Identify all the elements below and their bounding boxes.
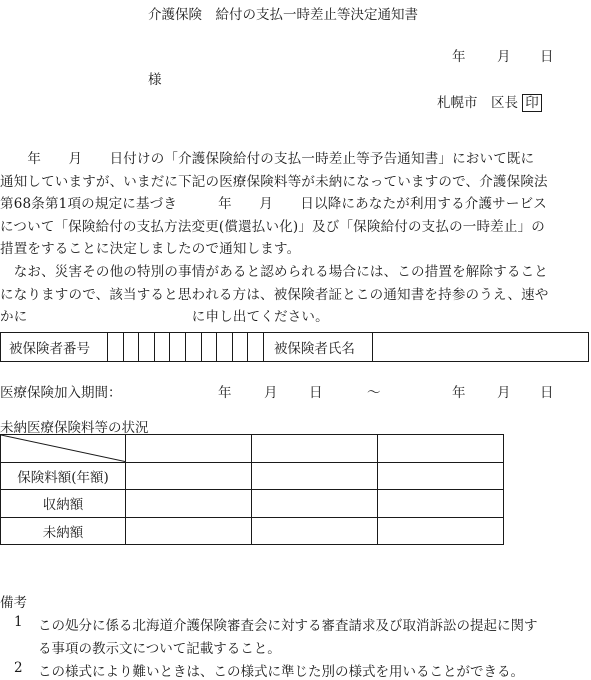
insured-number-digit-box[interactable] (155, 333, 171, 361)
period-end-day: 日 (540, 385, 554, 401)
table-cell[interactable] (126, 490, 252, 518)
insured-number-digit-box[interactable] (170, 333, 186, 361)
insured-number-digit-box[interactable] (124, 333, 140, 361)
body-line: 第68条第1項の規定に基づき 年 月 日以降にあなたが利用する介護サービス (0, 196, 547, 213)
insured-number-digit-box[interactable] (139, 333, 155, 361)
table-cell[interactable] (126, 462, 252, 490)
period-end-month: 月 (497, 385, 511, 401)
table-cell[interactable] (378, 490, 504, 518)
diagonal-header-cell (1, 435, 126, 463)
table-cell[interactable] (252, 435, 378, 463)
date-month-label: 月 (497, 49, 511, 65)
date-day-label: 日 (540, 49, 554, 65)
table-cell[interactable] (252, 490, 378, 518)
period-start-day: 日 (309, 385, 323, 401)
note-text: る事項の教示文について記載すること。 (38, 641, 281, 657)
body-line: なお、災害その他の特別の事情があると認められる場合には、この措置を解除すること (0, 263, 548, 280)
period-tilde: ～ (367, 385, 381, 401)
row-header-premium: 保険料額(年額) (1, 462, 126, 490)
document-title: 介護保険 給付の支払一時差止等決定通知書 (148, 7, 418, 23)
note-number: 1 (14, 614, 23, 630)
table-row (1, 490, 504, 518)
note-number: 2 (14, 660, 23, 676)
table-cell[interactable] (378, 435, 504, 463)
insured-number-digit-box[interactable] (202, 333, 218, 361)
notes-title: 備考 (0, 595, 27, 611)
insured-number-digit-box[interactable] (248, 333, 264, 361)
issuer-block (437, 91, 542, 112)
body-line: について「保険給付の支払方法変更(償還払い化)」及び「保険給付の支払の一時差止」の (0, 218, 545, 235)
insured-info-table (0, 332, 589, 362)
table-row (1, 462, 504, 490)
unpaid-status-label: 未納医療保険料等の状況 (0, 420, 149, 436)
table-cell[interactable] (252, 462, 378, 490)
insured-number-digit-box[interactable] (217, 333, 233, 361)
row-header-collected: 収納額 (1, 490, 126, 518)
period-label: 医療保険加入期間： (0, 385, 122, 401)
issuer-name: 札幌市 区長 (437, 95, 518, 111)
diagonal-line (1, 435, 125, 462)
insured-number-digit-box[interactable] (233, 333, 249, 361)
note-text: この処分に係る北海道介護保険審査会に対する審査請求及び取消訴訟の提起に関す (38, 618, 538, 634)
period-end-year: 年 (452, 385, 466, 401)
table-cell[interactable] (126, 435, 252, 463)
table-row (1, 435, 504, 463)
unpaid-status-table (0, 434, 504, 545)
table-cell[interactable] (126, 517, 252, 545)
body-line: かに に申し出てください。 (0, 309, 329, 326)
note-text: この様式により難いときは、この様式に準じた別の様式を用いることができる。 (38, 664, 524, 680)
table-cell[interactable] (252, 517, 378, 545)
insured-number-label: 被保険者番号 (1, 333, 108, 361)
table-cell[interactable] (378, 517, 504, 545)
date-year-label: 年 (452, 49, 466, 65)
insured-number-digit-box[interactable] (108, 333, 124, 361)
period-start-year: 年 (218, 385, 232, 401)
insured-number-digit-box[interactable] (186, 333, 202, 361)
body-line: 通知していますが、いまだに下記の医療保険料等が未納になっていますので、介護保険法 (0, 173, 548, 190)
addressee-suffix: 様 (148, 72, 162, 88)
table-cell[interactable] (378, 462, 504, 490)
table-row (1, 517, 504, 545)
insured-name-field[interactable] (373, 333, 588, 361)
notice-body (0, 148, 588, 329)
body-line: 措置をすることに決定しましたので通知します。 (0, 241, 301, 258)
seal-mark: 印 (522, 94, 542, 112)
period-start-month: 月 (264, 385, 278, 401)
row-header-unpaid: 未納額 (1, 517, 126, 545)
insured-name-label: 被保険者氏名 (264, 333, 373, 361)
body-line: になりますので、該当すると思われる方は、被保険者証とこの通知書を持参のうえ、速や (0, 286, 549, 303)
body-line: 年 月 日付けの「介護保険給付の支払一時差止等予告通知書」において既に (0, 151, 535, 167)
